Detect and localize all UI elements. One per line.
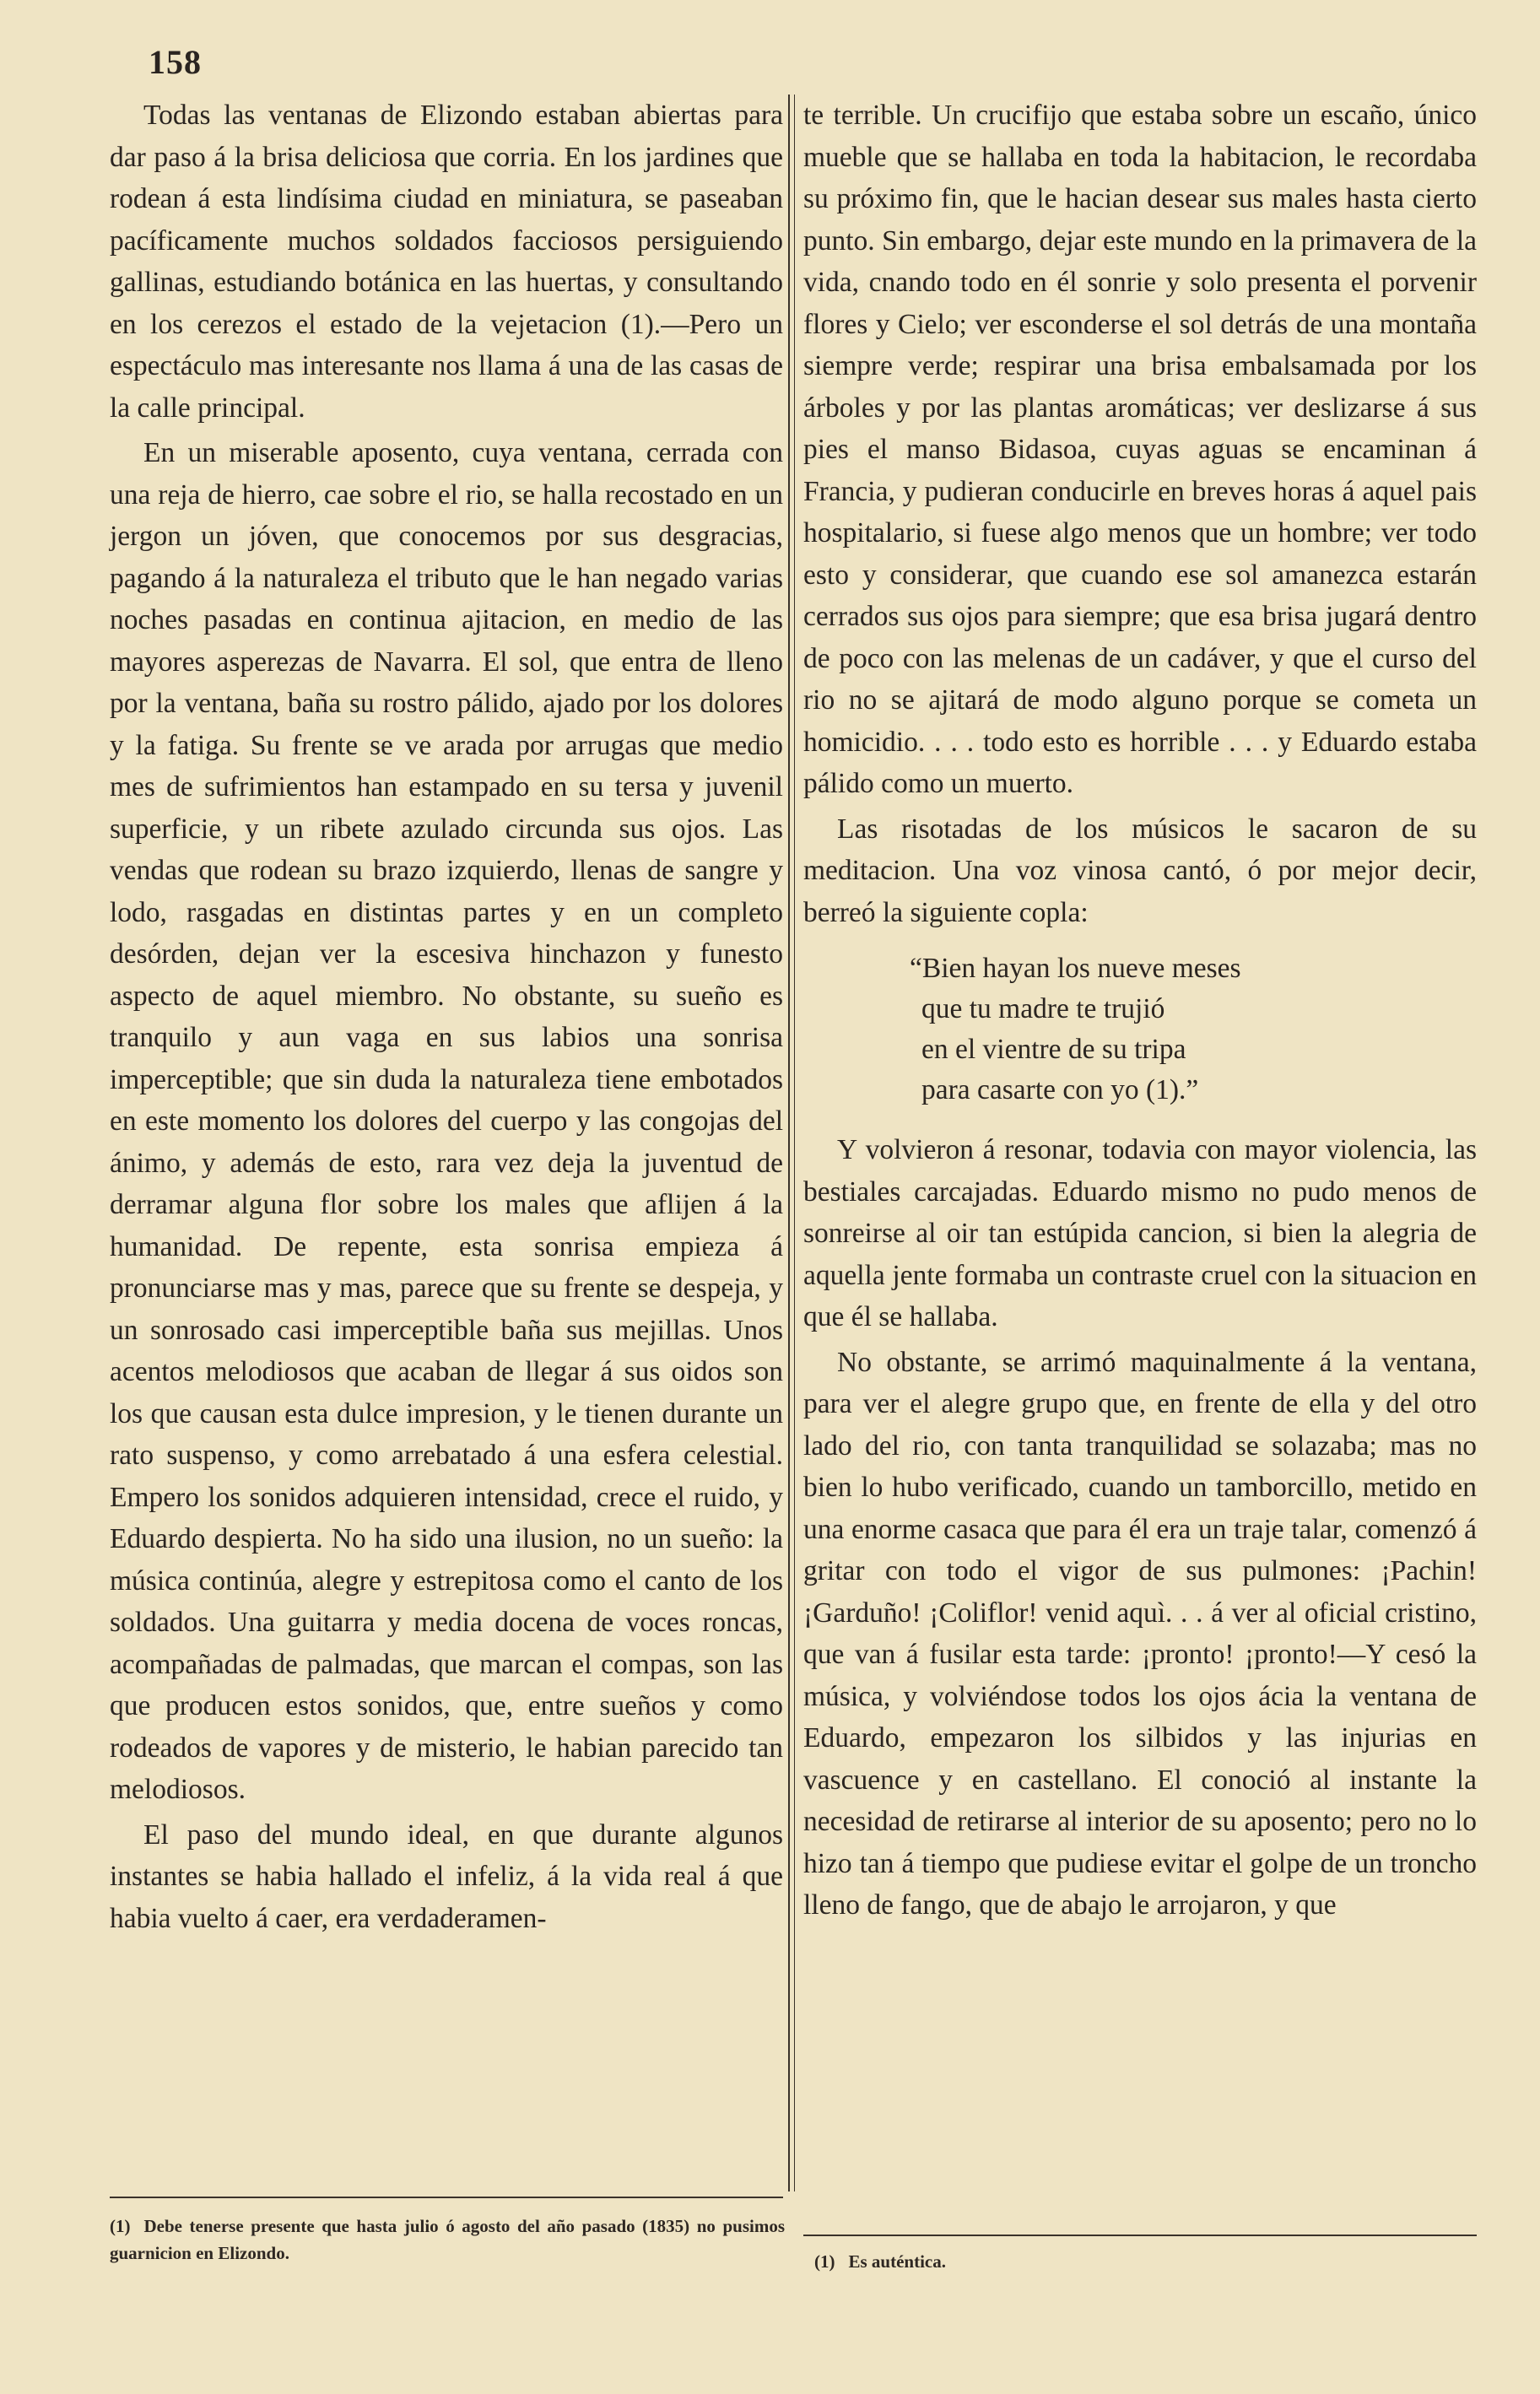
page-number: 158 — [149, 43, 202, 81]
column-divider — [788, 95, 790, 2191]
paragraph: Las risotadas de los músicos le sacaron de su meditacion. Una voz vinosa cantó, ó por mejor decir, berreó la siguiente copla: — [803, 813, 1477, 928]
left-column — [110, 95, 783, 1943]
footnote-right — [814, 2248, 1472, 2275]
paragraph: Y volvieron á resonar, todavia con mayor violencia, las bestiales carcajadas. Eduardo mismo no pudo menos de sonreirse al oir tan estúpida cancion, si bien la alegria de aquella jente formaba un contraste cruel con la situacion en que él se hallaba. — [803, 1134, 1477, 1332]
footnote-text: Es auténtica. — [848, 2251, 946, 2272]
paragraph: No obstante, se arrimó maquinalmente á la ventana, para ver el alegre grupo que, en frente de ella y del otro lado del rio, con tanta tranquilidad se solazaba; mas no bien lo hubo verificado, cuando un tamborcillo, metido en una enorme casaca que para él era un traje talar, comenzó á gritar con todo el vigor de sus pulmones: ¡Pachin! ¡Garduño! ¡Coliflor! venid aquì. . . á ver al oficial cristino, que van á fusilar esta tarde: ¡pronto! ¡pronto!—Y cesó la música, y volviéndose todos los ojos ácia la ventana de Eduardo, empezaron los silbidos y las injurias en vascuence y en castellano. El conoció al instante la necesidad de retirarse al interior de su aposento; pero no lo hizo tan á tiempo que pudiese evitar el golpe de un troncho lleno de fango, que de abajo le arrojaron, y que — [803, 1346, 1477, 1921]
footnote-rule — [803, 2235, 1477, 2236]
footnote-left — [110, 2213, 785, 2267]
column-divider-inner — [794, 95, 795, 2191]
footnote-mark: (1) — [814, 2251, 835, 2272]
verse-stanza — [910, 948, 1477, 1111]
verse-line: para casarte con yo (1).” — [921, 1074, 1199, 1105]
paragraph: te terrible. Un crucifijo que estaba sobre un escaño, único mueble que se hallaba en toda la habitacion, le recordaba su próximo fin, que le hacian desear sus males hasta cierto punto. Sin embargo, dejar este mundo en la primavera de la vida, cnando todo en él sonrie y solo presenta el porvenir flores y Cielo; ver esconderse el sol detrás de una montaña siempre verde; respirar una brisa embalsamada por los árboles y por las plantas aromáticas; ver deslizarse á sus pies el manso Bidasoa, cuyas aguas se encaminan á Francia, y pudieran conducirle en breves horas á aquel pais hospitalario, si fuese algo menos que un hombre; ver todo esto y considerar, que cuando ese sol amanezca estarán cerrados sus ojos para siempre; que esa brisa jugará dentro de poco con las melenas de un cadáver, y que el curso del rio no se ajitará de modo alguno porque se cometa un homicidio. . . . todo esto es horrible . . . y Eduardo estaba pálido como un muerto. — [803, 100, 1477, 799]
paragraph: El paso del mundo ideal, en que durante algunos instantes se habia hallado el infeliz, á la vida real á que habia vuelto á caer, era verdaderamen- — [110, 1818, 783, 1934]
verse-line: que tu madre te trujió — [921, 993, 1165, 1024]
footnote-text: Debe tenerse presente que hasta julio ó agosto del año pasado (1835) no pusimos guarnicion en Elizondo. — [110, 2216, 785, 2263]
footnote-mark: (1) — [110, 2216, 131, 2236]
right-column — [803, 95, 1477, 1930]
paragraph: En un miserable aposento, cuya ventana, cerrada con una reja de hierro, cae sobre el rio, se halla recostado en un jergon un jóven, que conocemos por sus desgracias, pagando á la naturaleza el tributo que le han negado varias noches pasadas en continua ajitacion, en medio de las mayores asperezas de Navarra. El sol, que entra de lleno por la ventana, baña su rostro pálido, ajado por los dolores y la fatiga. Su frente se ve arada por arrugas que medio mes de sufrimientos han estampado en su tersa y juvenil superficie, y un ribete azulado circunda sus ojos. Las vendas que rodean su brazo izquierdo, llenas de sangre y lodo, rasgadas en distintas partes y en un completo desórden, dejan ver la escesiva hinchazon y funesto aspecto de aquel miembro. No obstante, su sueño es tranquilo y aun vaga en sus labios una sonrisa imperceptible; que sin duda la naturaleza tiene embotados en este momento los dolores del cuerpo y las congojas del ánimo, y además de esto, rara vez deja la juventud de derramar alguna flor sobre los males que aflijen á la humanidad. De repente, esta sonrisa empieza á pronunciarse mas y mas, parece que su frente se despeja, y un sonrosado casi imperceptible baña sus mejillas. Unos acentos melodiosos que acaban de llegar á sus oidos son los que causan esta dulce impresion, y le tienen durante un rato suspenso, y como arrebatado á una esfera celestial. Empero los sonidos adquieren intensidad, crece el ruido, y Eduardo despierta. No ha sido una ilusion, no un sueño: la música continúa, alegre y estrepitosa como el canto de los soldados. Una guitarra y media docena de voces roncas, acompañadas de palmadas, que marcan el compas, son las que producen estos sonidos, que, entre sueños y como rodeados de vapores y de misterio, le habian parecido tan melodiosos. — [110, 437, 783, 1805]
verse-line: “Bien hayan los nueve meses — [910, 953, 1241, 984]
footnote-rule — [110, 2197, 783, 2198]
paragraph: Todas las ventanas de Elizondo estaban abiertas para dar paso á la brisa deliciosa que corria. En los jardines que rodean á esta lindísima ciudad en miniatura, se paseaban pacíficamente muchos soldados facciosos persiguiendo gallinas, estudiando botánica en las huertas, y consultando en los cerezos el estado de la vejetacion (1).—Pero un espectáculo mas interesante nos llama á una de las casas de la calle principal. — [110, 100, 783, 424]
verse-line: en el vientre de su tripa — [921, 1034, 1186, 1065]
